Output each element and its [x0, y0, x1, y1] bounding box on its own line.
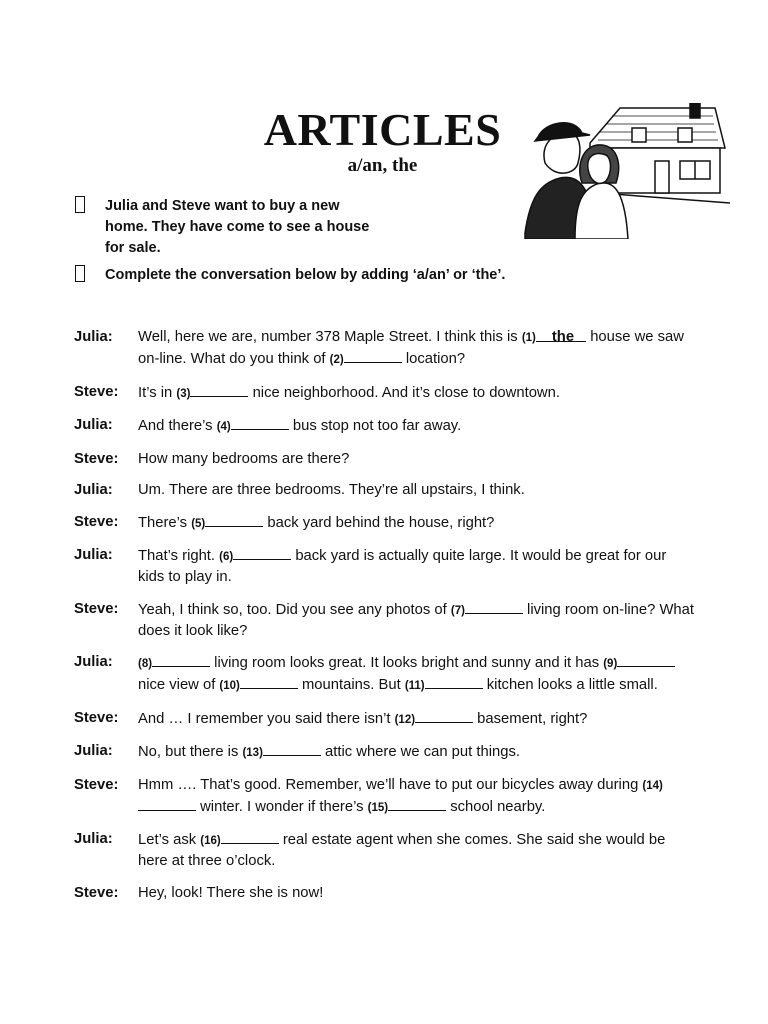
speaker-label: Julia: — [74, 831, 113, 847]
dialogue-line — [74, 775, 694, 818]
blank-number: (2) — [329, 354, 344, 366]
answer-blank[interactable] — [263, 741, 321, 756]
instruction-item — [75, 196, 555, 259]
dialogue-fragment: nice view of — [138, 677, 220, 693]
dialogue-line — [74, 599, 694, 641]
speaker-label: Julia: — [74, 417, 113, 433]
speaker-label: Steve: — [74, 450, 119, 467]
speaker-label: Steve: — [74, 776, 119, 793]
dialogue-fragment: And … I remember you said there isn’t — [138, 710, 395, 727]
speaker-label: Steve: — [74, 513, 119, 530]
dialogue-fragment: Let’s ask — [138, 832, 201, 848]
dialogue-fragment: attic where we can put things. — [320, 744, 520, 760]
blank-number: (13) — [242, 747, 263, 759]
speaker-label: Julia: — [74, 482, 113, 498]
dialogue-fragment: Yeah, I think so, too. Did you see any photos of — [138, 601, 451, 618]
blank-number: (12) — [394, 713, 416, 726]
instructions — [75, 196, 555, 292]
dialogue-line — [74, 545, 694, 587]
answer-blank[interactable] — [231, 415, 289, 430]
dialogue-line — [74, 708, 694, 730]
answer-blank[interactable] — [617, 652, 675, 667]
dialogue-text — [138, 512, 694, 534]
dialogue-fragment: It’s in — [138, 384, 177, 401]
dialogue-text — [138, 480, 694, 500]
dialogue-text — [138, 652, 694, 696]
blank-number: (11) — [404, 680, 425, 692]
dialogue-line — [74, 449, 694, 469]
dialogue-line — [74, 327, 694, 370]
dialogue-fragment: No, but there is — [138, 744, 243, 760]
speaker-label: Steve: — [74, 383, 119, 400]
dialogue-fragment: Hmm …. That’s good. Remember, we’ll have to put our bicycles away during — [138, 776, 643, 793]
dialogue-text — [138, 545, 694, 587]
answer-blank[interactable] — [536, 327, 586, 345]
answer-blank[interactable] — [388, 796, 446, 811]
dialogue-fragment: living room looks great. It looks bright and sunny and it has — [210, 655, 604, 671]
speaker-label: Julia: — [74, 329, 113, 345]
speaker-label: Steve: — [74, 600, 119, 617]
dialogue-fragment: How many bedrooms are there? — [138, 450, 350, 467]
instruction-text: Complete the conversation below by adding ‘a/an’ or ‘the’. — [105, 267, 506, 283]
answer-blank[interactable] — [344, 348, 402, 363]
answer-blank[interactable] — [152, 652, 210, 667]
dialogue-fragment: There’s — [138, 514, 192, 531]
answer-blank[interactable] — [240, 674, 298, 689]
blank-number: (3) — [176, 387, 191, 400]
dialogue-fragment: Um. There are three bedrooms. They’re all upstairs, I think. — [138, 482, 525, 498]
blank-number: (15) — [367, 801, 389, 814]
blank-number: (8) — [138, 658, 153, 670]
dialogue-line — [74, 415, 694, 437]
blank-number: (16) — [200, 835, 221, 847]
dialogue-text — [138, 382, 694, 404]
dialogue-text — [138, 741, 694, 763]
dialogue-fragment: location? — [401, 351, 466, 367]
dialogue-text — [138, 708, 694, 730]
conversation — [74, 327, 694, 914]
dialogue-text — [138, 599, 694, 641]
blank-number: (10) — [219, 680, 240, 692]
dialogue-fragment: basement, right? — [473, 710, 588, 727]
dialogue-line — [74, 829, 694, 871]
dialogue-line — [74, 382, 694, 404]
blank-number: (7) — [450, 604, 465, 617]
blank-number: (5) — [191, 517, 206, 530]
answer-blank[interactable] — [415, 708, 473, 723]
dialogue-fragment: That’s right. — [138, 548, 220, 564]
dialogue-text — [138, 327, 694, 370]
answer-text: the — [551, 329, 575, 345]
dialogue-fragment: And there’s — [138, 418, 217, 434]
dialogue-fragment: bus stop not too far away. — [288, 418, 462, 434]
dialogue-fragment: back yard behind the house, right? — [263, 514, 495, 531]
dialogue-text — [138, 775, 694, 818]
answer-blank[interactable] — [205, 512, 263, 527]
checkbox-icon — [75, 265, 85, 282]
blank-number: (4) — [216, 421, 231, 433]
blank-number: (14) — [642, 779, 663, 792]
instruction-text: Julia and Steve want to buy a new home. They have come to see a house for sale. — [105, 198, 370, 256]
dialogue-fragment: school nearby. — [446, 798, 546, 815]
answer-blank[interactable] — [190, 382, 248, 397]
dialogue-fragment: real estate agent when she comes. She said she would be here at three o’clock. — [138, 832, 666, 869]
dialogue-line — [74, 512, 694, 534]
blank-number: (1) — [521, 332, 536, 344]
dialogue-fragment: nice neighborhood. And it’s close to downtown. — [248, 384, 560, 401]
dialogue-fragment: winter. I wonder if there’s — [196, 798, 368, 815]
speaker-label: Julia: — [74, 547, 113, 563]
answer-blank[interactable] — [465, 599, 523, 614]
dialogue-fragment: house we saw on-line. What do you think of — [138, 329, 684, 367]
answer-blank[interactable] — [221, 829, 279, 844]
speaker-label: Julia: — [74, 743, 113, 759]
dialogue-fragment: living room on-line? What does it look like? — [138, 601, 694, 639]
dialogue-fragment: Well, here we are, number 378 Maple Street. I think this is — [138, 329, 522, 345]
dialogue-line — [74, 883, 694, 903]
answer-blank[interactable] — [425, 674, 483, 689]
answer-blank[interactable] — [233, 545, 291, 560]
dialogue-fragment: back yard is actually quite large. It would be great for our kids to play in. — [138, 548, 667, 585]
blank-number: (9) — [603, 658, 618, 670]
dialogue-fragment: mountains. But — [297, 677, 405, 693]
dialogue-text — [138, 415, 694, 437]
page-subtitle: a/an, the — [347, 155, 418, 176]
speaker-label: Steve: — [74, 709, 119, 726]
dialogue-line — [74, 652, 694, 696]
page-title: ARTICLES — [263, 104, 502, 155]
dialogue-fragment: kitchen looks a little small. — [482, 677, 658, 693]
dialogue-fragment: Hey, look! There she is now! — [138, 884, 324, 901]
dialogue-text — [138, 449, 694, 469]
answer-blank[interactable] — [138, 796, 196, 811]
speaker-label: Steve: — [74, 884, 119, 901]
dialogue-text — [138, 829, 694, 871]
speaker-label: Julia: — [74, 654, 113, 670]
instruction-item — [75, 265, 555, 286]
checkbox-icon — [75, 196, 85, 213]
dialogue-text — [138, 883, 694, 903]
dialogue-line — [74, 741, 694, 763]
blank-number: (6) — [219, 551, 234, 563]
dialogue-line — [74, 480, 694, 500]
